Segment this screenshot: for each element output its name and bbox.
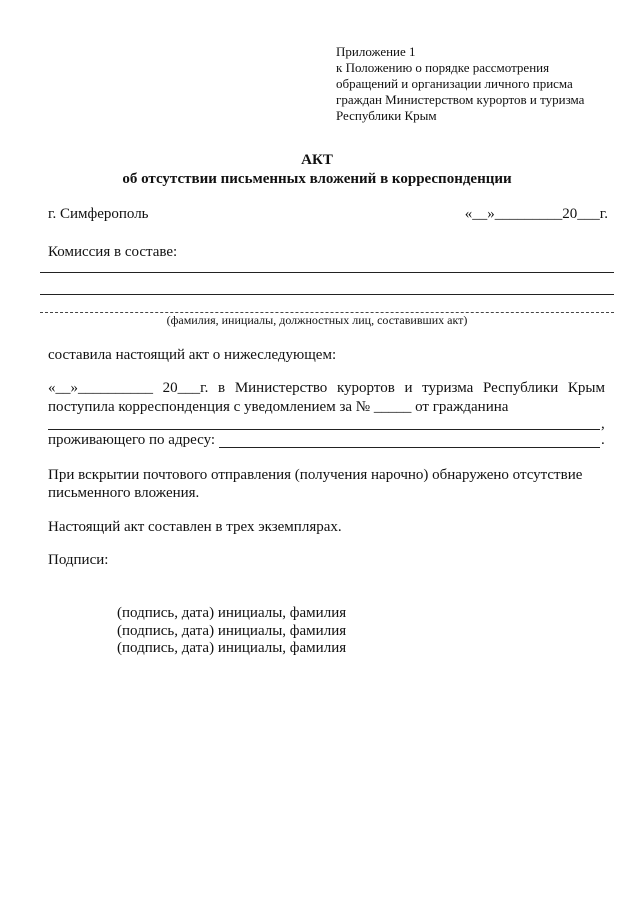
document-title: АКТ [301,152,333,168]
commission-blank-line-1 [40,272,614,273]
paragraph-opening-line-2: письменного вложения. [48,485,200,501]
appendix-line: к Положению о порядке рассмотрения [336,60,550,75]
address-blank [219,447,600,448]
signature-line-1: (подпись, дата) инициалы, фамилия [117,605,347,621]
address-label: проживающего по адресу: [48,432,216,448]
body-line-4-end: . [601,432,605,448]
commission-caption: (фамилия, инициалы, должностных лиц, составивших акт) [166,313,468,327]
paragraph-copies: Настоящий акт составлен в трех экземплярах. [48,519,342,535]
document-subtitle: об отсутствии письменных вложений в корреспонденции [122,171,512,187]
city-label: г. Симферополь [48,206,149,222]
appendix-line: Приложение 1 [336,44,416,59]
signature-line-3: (подпись, дата) инициалы, фамилия [117,640,347,656]
citizen-name-blank [48,429,600,430]
appendix-line: обращений и организации личного присма [336,76,573,91]
body-line-3-end: , [601,416,605,432]
body-line-1: «__»__________ 20___г. в Министерство курортов и туризма Республики Крым [48,380,605,396]
commission-label: Комиссия в составе: [48,244,178,260]
signatures-label: Подписи: [48,552,109,568]
signature-line-2: (подпись, дата) инициалы, фамилия [117,623,347,639]
commission-blank-line-2 [40,294,614,295]
appendix-line: граждан Министерством курортов и туризма [336,92,585,107]
appendix-note [336,44,626,124]
paragraph-opening-line-1: При вскрытии почтового отправления (получения нарочно) обнаружено отсутствие [48,467,583,483]
appendix-line: Республики Крым [336,108,437,123]
date-field: «__»_________20___г. [464,206,608,222]
body-intro: составила настоящий акт о нижеследующем: [48,347,337,363]
body-line-2: поступила корреспонденция с уведомлением за № _____ от гражданина [48,399,509,415]
